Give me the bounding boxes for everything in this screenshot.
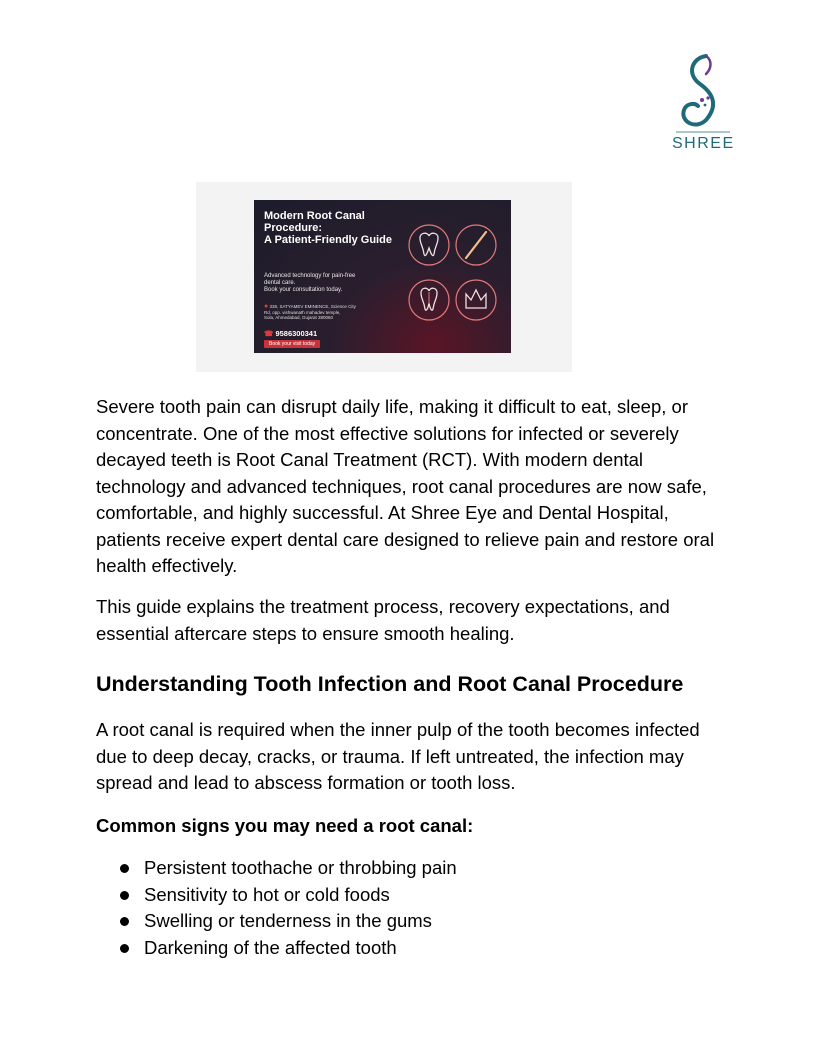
dental-tool-icon [456, 225, 496, 265]
list-item: Persistent toothache or throbbing pain [120, 855, 457, 882]
banner-subtitle-line-1: Advanced technology for pain-free [264, 273, 356, 279]
banner-address-line-2: Rd, opp. vishwanath mahadev temple, [264, 309, 341, 315]
tooth-root-icon [409, 280, 449, 320]
banner-phone [264, 329, 317, 338]
banner-title [264, 210, 404, 246]
explanation-paragraph: A root canal is required when the inner pulp of the tooth becomes infected due to deep decay, cracks, or trauma. If left untreated, the infection may spread and lead to abscess formation or tooth loss. [96, 719, 700, 793]
banner-image-frame [196, 182, 572, 372]
banner-subtitle [264, 273, 384, 294]
phone-icon: ☎ [264, 329, 274, 338]
banner-title-line-3: A Patient-Friendly Guide [264, 234, 392, 246]
root-canal-banner [254, 200, 511, 353]
shree-logo [672, 50, 734, 158]
banner-address-line-3: Sola, Ahmedabad, Gujarat 380060 [264, 315, 334, 321]
location-pin-icon: ● [264, 303, 269, 311]
tooth-icon [409, 225, 449, 265]
banner-title-line-2: Procedure: [264, 222, 323, 234]
intro-paragraph: Severe tooth pain can disrupt daily life, making it difficult to eat, sleep, or concentrate. One of the most effective solutions for infected or severely decayed teeth is Root Canal Treatment (RCT). With modern dental technology and advanced techniques, root canal procedures are now safe, comfortable, and highly successful. At Shree Eye and Dental Hospital, patients receive expert dental care designed to relieve pain and restore oral health effectively. [96, 396, 715, 576]
signs-heading: Common signs you may need a root canal: [96, 815, 474, 836]
book-visit-button: Book your visit today [264, 340, 320, 348]
list-item: Darkening of the affected tooth [120, 935, 457, 962]
guide-paragraph: This guide explains the treatment process, recovery expectations, and essential aftercare steps to ensure smooth healing. [96, 596, 670, 644]
banner-address-line-1: 338, SATYAMEV EMINENCE, Science City [269, 304, 356, 309]
list-item: Sensitivity to hot or cold foods [120, 882, 457, 909]
list-item: Swelling or tenderness in the gums [120, 908, 457, 935]
banner-icon-grid [404, 220, 504, 335]
banner-title-line-1: Modern Root Canal [264, 210, 365, 222]
banner-phone-number: 9586300341 [275, 329, 318, 338]
banner-address [264, 304, 374, 321]
banner-subtitle-line-2: dental care. [264, 280, 296, 286]
shree-s-logo-icon [672, 50, 734, 135]
logo-text: SHREE [672, 135, 735, 152]
crown-icon [456, 280, 496, 320]
banner-subtitle-line-3: Book your consultation today. [264, 287, 343, 293]
signs-list [120, 855, 457, 961]
section-heading: Understanding Tooth Infection and Root Canal Procedure [96, 672, 684, 696]
